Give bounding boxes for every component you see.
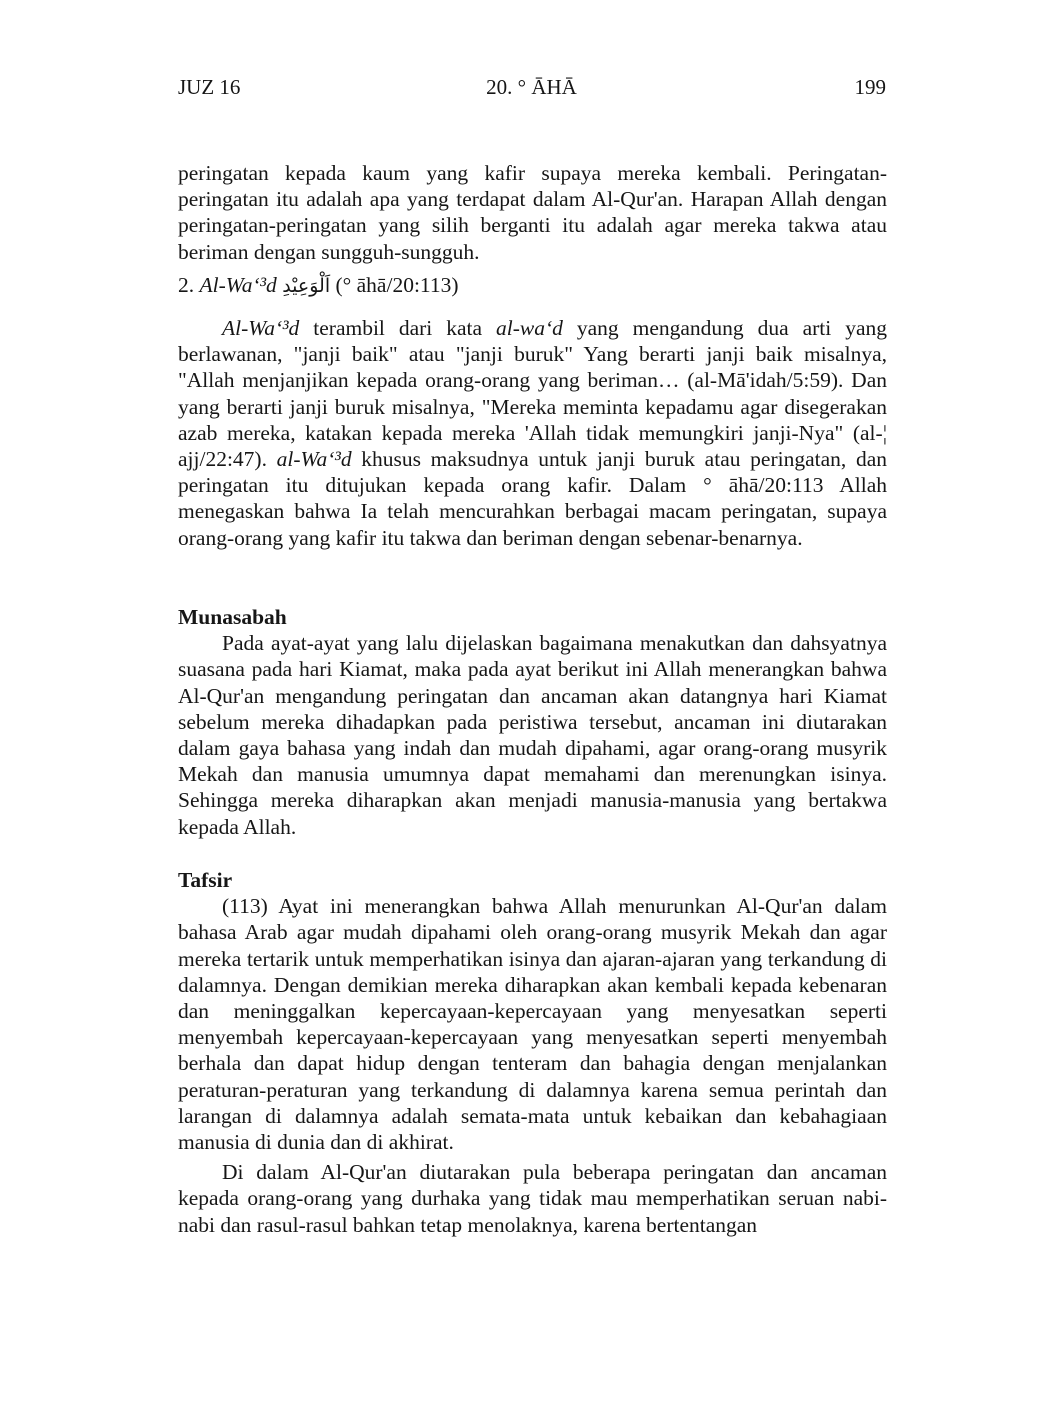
item-2-heading <box>178 272 887 299</box>
item-2-number: 2. <box>178 273 195 297</box>
item-2-explanation <box>178 315 887 551</box>
tafsir-paragraph-1: (113) Ayat ini menerangkan bahwa Allah menurunkan Al-Qur'an dalam bahasa Arab agar mudah dipahami oleh orang-orang musyrik Mekah dan agar mereka tertarik untuk memperhatikan isinya dan ajaran-ajaran yang terkandung di dalamnya. Dengan demikian mereka diharapkan akan kembali kepada kebenaran dan meninggalkan kepercayaan-kepercayaan yang menyesatkan seperti menyembah kepercayaan-kepercayaan yang menyesatkan seperti menyembah berhala dan dapat hidup dengan tenteram dan bahagia dengan menjalankan peraturan-peraturan yang terkandung di dalamnya karena semua perintah dan larangan di dalamnya adalah semata-mata untuk kebaikan dan kebahagiaan manusia di dunia dan di akhirat. <box>178 894 887 1155</box>
term-al-wad: al-wa‘d <box>496 316 563 340</box>
intro-block <box>178 160 887 265</box>
munasabah-section <box>178 604 887 840</box>
header-juz: JUZ 16 <box>178 75 241 99</box>
item-2-reference: (° āhā/20:113) <box>335 273 459 297</box>
tafsir-heading: Tafsir <box>178 868 233 892</box>
header-surah: 20. ° ĀHĀ <box>486 75 577 99</box>
item-2-arabic: اَلْوَعِيْدِ <box>282 275 331 297</box>
tafsir-section <box>178 867 887 1238</box>
term-al-waid-1: Al-Wa‘³d <box>222 316 300 340</box>
munasabah-heading: Munasabah <box>178 605 287 629</box>
item-2-term: Al-Wa‘³d <box>199 273 277 297</box>
intro-paragraph: peringatan kepada kaum yang kafir supaya mereka kembali. Peringatan-peringatan itu adalah apa yang terdapat dalam Al-Qur'an. Harapan Allah dengan peringatan-peringatan yang silih berganti itu adalah agar mereka takwa atau beriman dengan sungguh-sungguh. <box>178 161 887 264</box>
tafsir-paragraph-2: Di dalam Al-Qur'an diutarakan pula beberapa peringatan dan ancaman kepada orang-orang yang durhaka yang tidak mau memperhatikan seruan nabi-nabi dan rasul-rasul bahkan tetap menolaknya, karena bertentangan <box>178 1160 887 1237</box>
munasabah-paragraph: Pada ayat-ayat yang lalu dijelaskan bagaimana menakutkan dan dahsyatnya suasana pada hari Kiamat, maka pada ayat berikut ini Allah menerangkan bahwa Al-Qur'an mengandung peringatan dan ancaman akan datangnya hari Kiamat sebelum mereka dihadapkan pada peristiwa tersebut, ancaman ini diutarakan dalam gaya bahasa yang indah dan mudah dipahami, agar orang-orang musyrik Mekah dan manusia umumnya dapat memahami dan merenungkan isinya. Sehingga mereka diharapkan akan menjadi manusia-manusia yang bertakwa kepada Allah. <box>178 631 887 839</box>
page-number: 199 <box>854 75 886 99</box>
term-al-waid-2: al-Wa‘³d <box>276 447 352 472</box>
item-2-paragraph: Al-Wa‘³d terambil dari kata al-wa‘d yang mengandung dua arti yang berlawanan, "janji baik" atau "janji buruk" Yang berarti janji baik misalnya, "Allah menjanjikan kepada orang-orang yang beriman… (al-Mā'idah/5:59). Dan yang berarti janji buruk misalnya, "Mereka meminta kepadamu agar disegerakan azab mereka, katakan kepada mereka 'Allah tidak memungkiri janji-Nya" (al-¦ ajj/22:47). al-Wa‘³d khusus maksudnya untuk janji buruk atau peringatan, dan peringatan itu ditujukan kepada orang kafir. Dalam ° āhā/20:113 Allah menegaskan bahwa Ia telah mencurahkan berbagai macam peringatan, supaya orang-orang yang kafir itu takwa dan beriman dengan sebenar-benarnya. <box>178 316 887 550</box>
